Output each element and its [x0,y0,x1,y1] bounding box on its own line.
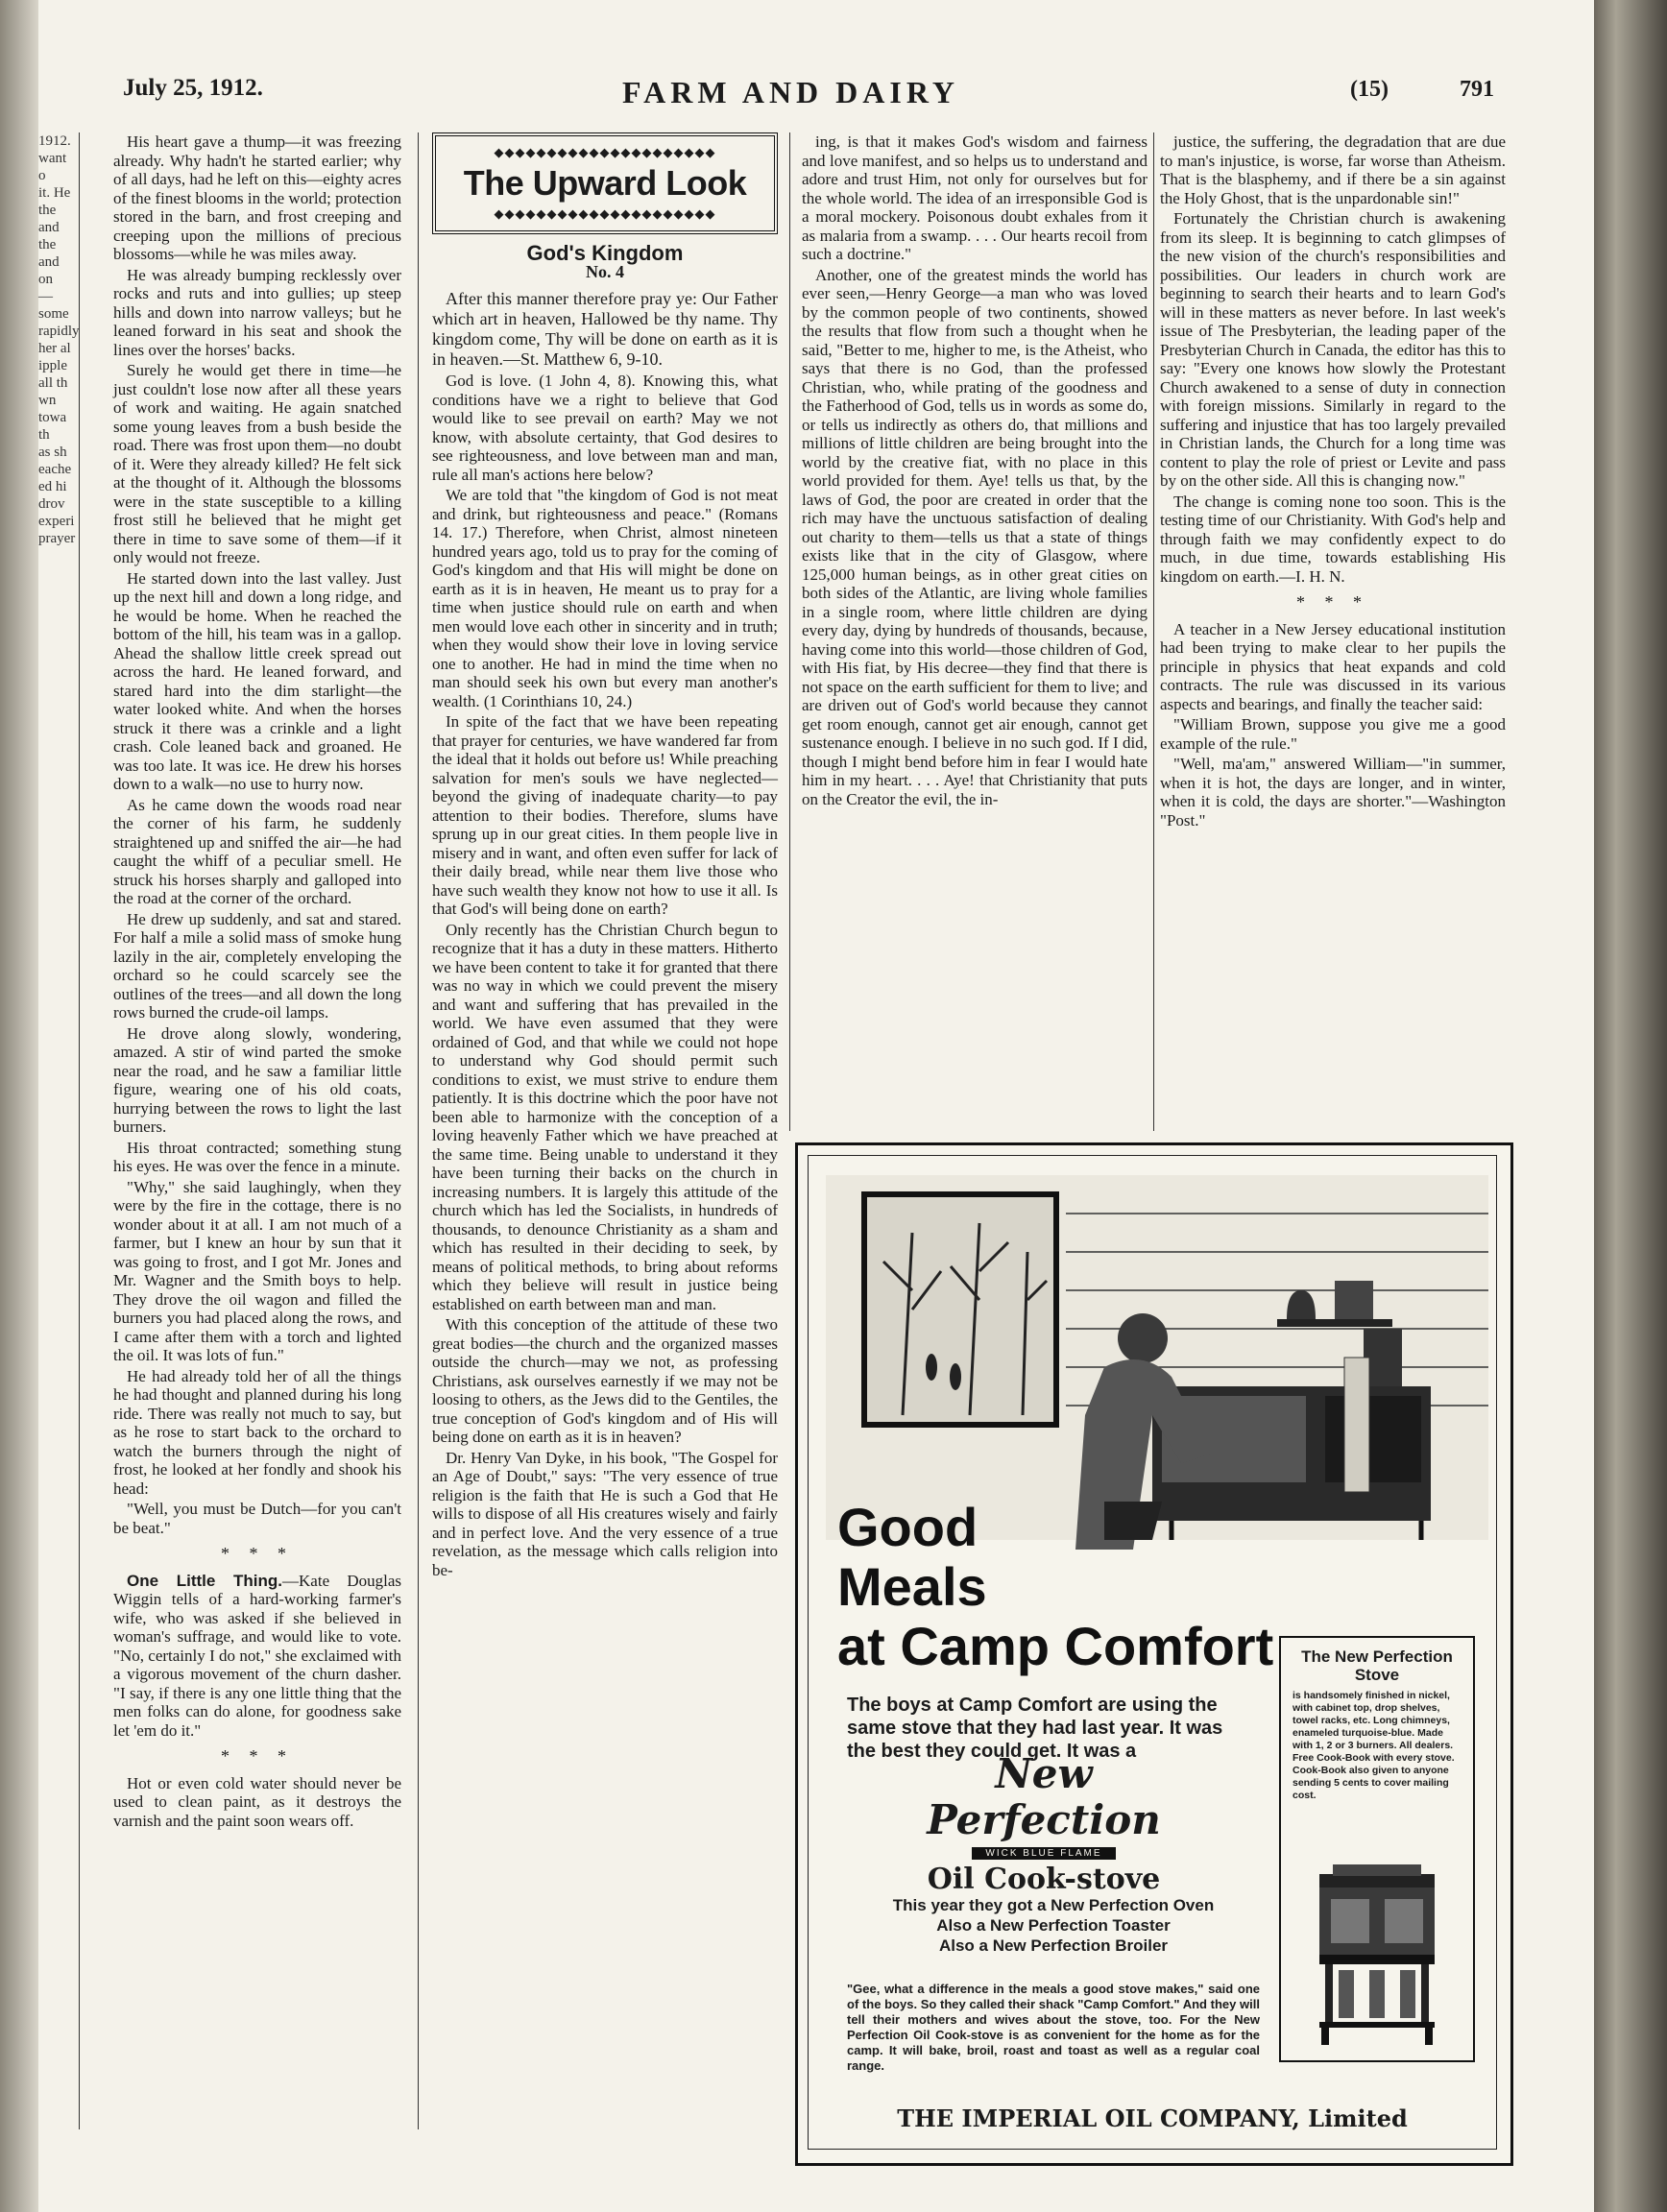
article-paragraph: Only recently has the Christian Church begun to recognize that it has a duty in these matters. Hitherto we have been content to take it for granted that there was no way in which we could prevent the misery and want and suffering that has prevailed in the world. We have even assumed that they were ordained of God, and that while we could not hope to understand why God should permit such conditions to exist, we must strive to endure them patiently. It is this doctrine which the poor have not been able to harmonize with the conception of a loving heavenly Father which we have preached at the same time. Being unable to understand it they have been turning their backs on the church in increasing numbers. It is largely this attitude of the church which has led the Socialists, in hundreds of thousands, to denounce Christianity as a sham and which has resulted in their deciding to seek, by means of political methods, to bring about reforms which they believe will result in justice being established on earth between man and man. [432,920,778,1313]
article-heading: God's Kingdom [526,241,684,265]
story-paragraph: As he came down the woods road near the corner of his farm, he suddenly straightened up and sniffed the air—he had caught the whiff of a peculiar smell. He struck his horses sharply and galloped into the road at the corner of the orchard. [113,795,401,907]
ad-headline-line: Good [837,1497,978,1557]
article-column-end [1160,132,1506,1102]
article-column-continued [802,132,1148,1088]
brand-name: New Perfection [927,1750,1161,1843]
book-binding [1594,0,1667,2212]
fragment-line: drov [38,496,65,512]
story-paragraph: He had already told her of all the things he had thought and planned during his long ride. There was really not much to say, but as he rose to start back to the orchard to watch the burners through the night of frost, he looked at her fondly and shook his head: [113,1366,401,1498]
ad-frame [808,1155,1497,2150]
ad-headline [837,1498,1273,1676]
column-rule [79,132,80,2129]
ad-testimonial: "Gee, what a difference in the meals a good stove makes," said one of the boys. So they called their shack "Camp Comfort." And they will tell their mothers and wives about the stove, too. For the New Perfection Oil Cook-stove is as convenient for the home as for the camp. It will bake, broil, roast and toast as well as a regular coal range. [847,1982,1260,2073]
article-paragraph: Another, one of the greatest minds the world has ever seen,—Henry George—a man who was loved by the common people of two continents, showed the results that flow from such a thought when he said, "Better to me, higher to me, is the Atheist, who says that there is no God, than the professed Christian, who, while prating of the goodness and the Fatherhood of God, tells us in words as some do, or tells us indirectly as others do, that millions and millions of little children are being brought into the world by the creative fiat, with no place in this world provided for them. Aye! tells us that, by the laws of God, the poor are created in order that the rich may have the unctuous satisfaction of dealing out charity to them—tells us that a state of things exists like that in the city of Glasgow, where 125,000 human beings, as in other great cities on both sides of the Atlantic, are living whole families in a single room, where little children are dying every day, dying by hundreds of thousands, because, having come into this world—those children of God, with His fiat, by His decree—they find that there is not space on the earth sufficient for them to live; and are driven out of God's world because they cannot get room enough, cannot get air enough, cannot get sustenance enough. I believe in no such god. If I did, though I might bend before him in fear I would hate him in my heart. . . . Aye! that Christianity that puts on the Creator the evil, the in- [802,265,1148,808]
item-paragraph: Hot or even cold water should never be used to clean paint, as it destroys the varnish and the paint soon wears off. [113,1773,401,1830]
item-text: —Kate Douglas Wiggin tells of a hard-working farmer's wife, who was asked if she believed in woman's suffrage, and would like to vote. "No, certainly I do not," she exclaimed with a vigorous movement of the churn dasher. "I say, if there is any one little thing that the men folks can do alone, for goodness sake let 'em do it." [113,1571,401,1740]
article-paragraph: In spite of the fact that we have been repeating that prayer for centuries, we have wandered far from the ideal that it holds out before us! While preaching salvation for men's souls we have neglected—beyond the giving of inadequate charity—to pay attention to their bodies. Therefore, slums have sprung up in our great cities. In them people live in misery and in want, and often even suffer for lack of their daily bread, while near them live those who have such wealth they know not how to use it all. Is that God's will being done on earth? [432,712,778,918]
section-title-box [432,132,778,234]
stove-advertisement [795,1142,1513,2166]
upward-look-column [432,132,778,2129]
story-paragraph: He drew up suddenly, and sat and stared. For half a mile a solid mass of smoke hung lazily in the air, completely enveloping the orchard so he could scarcely see the outlines of the trees—and all down the long rows burned the crude-oil lamps. [113,909,401,1022]
article-paragraph: Fortunately the Christian church is awakening from its sleep. It is beginning to catch glimpses of the new vision of the church's responsibilities and possibilities. Our leaders in church work are beginning to search their hearts and to learn God's will in these matters as never before. In last week's issue of The Presbyterian, the leading paper of the Presbyterian Church in Canada, the editor has this to say: "Every one knows how slowly the Protestant Church awakened to a sense of duty in connection with foreign missions. Similarly in regard to the suffering and injustice that has too largely prevailed in Christian lands, the Church for a long time was content to play the role of priest or Levite and pass by on the other side. All this is changing now." [1160,209,1506,490]
page-number: 791 [1460,77,1494,102]
fragment-line: all th [38,375,68,391]
ad-product-list [837,1895,1269,1956]
fragment-line: 1912. [38,133,71,149]
story-paragraph: His heart gave a thump—it was freezing already. Why hadn't he started earlier; why of all days, had he left on this—eighty acres of the finest blooms in the world; protection stored in the barn, and frost creeping and creeping upon the millions of precious blossoms—while he was miles away. [113,132,401,263]
fragment-line: experi [38,514,75,529]
section-separator: * * * [221,1544,294,1563]
column-rule [1153,132,1154,1131]
masthead-title: FARM AND DAIRY [622,75,959,109]
fragment-line: the [38,203,57,218]
adjacent-page-fragment [38,132,80,547]
ad-lead-text: The boys at Camp Comfort are using the same stove that they had last year. It was the best they could get. It was a [847,1695,1223,1762]
fragment-line: eache [38,462,72,477]
article-paragraph: ing, is that it makes God's wisdom and fairness and love manifest, and so helps us to understand and adore and trust Him, not only for ourselves but for the whole world. The idea of an irresponsible God is a moral mockery. Poisonous doubt exhales from it as malaria from a swamp. . . . Our hearts recoil from such a doctrine." [802,132,1148,263]
company-name: THE IMPERIAL OIL COMPANY, Limited [897,2104,1408,2132]
item-run-in-heading: One Little Thing. [127,1571,283,1590]
ad-list-item: Also a New Perfection Broiler [938,1936,1169,1955]
brand-banner: WICK BLUE FLAME [972,1847,1115,1860]
story-paragraph: His throat contracted; something stung his eyes. He was over the fence in a minute. [113,1138,401,1175]
fragment-line: th [38,427,50,443]
story-paragraph: He drove along slowly, wondering, amazed. A stir of wind parted the smoke near the road, and he saw a familiar little figure, wearing one of his old coats, hurrying between the rows to light the last burners. [113,1023,401,1136]
section-separator: * * * [221,1746,294,1766]
fragment-line: ipple [38,358,67,373]
fragment-line: ed hi [38,479,67,494]
ornament-border: ◆◆◆◆◆◆◆◆◆◆◆◆◆◆◆◆◆◆◆◆◆ [494,145,716,159]
brand-logo [895,1751,1193,1899]
article-paragraph: With this conception of the attitude of these two great bodies—the church and the organized masses outside the church—may we not, as professing Christians, ask ourselves earnestly if we may not be loosing to others, as the Jews did to the Gentiles, the true conception of God's kingdom and of His will being done on earth as it is in heaven? [432,1315,778,1446]
fragment-line: wn [38,393,57,408]
article-paragraph: The change is coming none too soon. This is the testing time of our Christianity. With God's help and through faith we may confidently expect to do much, in due time, towards establishing His kingdom on earth.—I. H. N. [1160,492,1506,586]
ad-headline-line: at Camp Comfort [837,1616,1274,1676]
fragment-line: her al [38,341,71,356]
column-rule [789,132,790,1131]
section-title: The Upward Look [463,163,747,203]
page-gutter-shadow [0,0,38,2212]
item-paragraph [113,1572,401,1741]
scripture-verse: After this manner therefore pray ye: Our Father which art in heaven, Hallowed be thy name. Thy kingdom come, Thy will be done on earth as it is in heaven.—St. Matthew 6, 9-10. [432,289,778,369]
product-name: Oil Cook-stove [927,1863,1161,1896]
article-number: No. 4 [586,261,624,281]
ornament-border: ◆◆◆◆◆◆◆◆◆◆◆◆◆◆◆◆◆◆◆◆◆ [494,206,716,221]
story-paragraph: "Well, you must be Dutch—for you can't be beat." [113,1500,401,1537]
fragment-line: —some [38,289,69,322]
camp-kitchen-illustration [826,1175,1488,1540]
ad-list-item: Also a New Perfection Toaster [936,1916,1171,1935]
story-paragraph: He started down into the last valley. Just up the next hill and down a long ridge, and he would be home. When he reached the bottom of the hill, his team was in a gallop. Ahead the shallow little creek spread out across the hard. He leaned forward, and stared hard into the dim starlight—the water looked white. And when the horses struck it there was a crinkle and a light crash. Cole leaned back and groaned. He was too late. It was ice. He drew his horses down to a walk—no use to hurry now. [113,568,401,793]
section-separator: * * * [1296,592,1369,612]
page-header [123,75,1506,123]
fragment-line: rapidly [38,324,80,339]
issue-date: July 25, 1912. [123,75,263,101]
article-paragraph: We are told that "the kingdom of God is not meat and drink, but righteousness and peace." (Romans 14. 17.) Therefore, when Christ, almost nineteen hundred years ago, told us to pray for the coming of God's kingdom and that His will might be done on earth as it is in heaven, He meant us to pray for a time when justice should rule on earth and when men would love each other in sincerity and in truth; when they would show their love in loving service one to another. He had in mind the time when no man should seek his own but every man another's wealth. (1 Corinthians 10, 24.) [432,486,778,710]
info-box-title: The New Perfection Stove [1301,1647,1453,1684]
fragment-line: and the [38,220,60,252]
story-paragraph: Surely he would get there in time—he just couldn't lose now after all these years of work and waiting. He again snatched some young leaves from a bush beside the road. There was frost upon them—no doubt of it. Were they already killed? He felt sick at the thought of it. Although the blossoms were in the state susceptible to a killing frost still he believed that he might get there in time to save some of them—if it only would not freeze. [113,361,401,566]
story-paragraph: "Why," she said laughingly, when they were by the fire in the cottage, there is no wonder about it at all. I am not much of a farmer, but I knew an hour by sun that it was going to frost, and I got Mr. Jones and Mr. Wagner and the Smith boys to help. They drove the oil wagon and filled the burners you had placed along the rows, and I came after them with a torch and lighted the oil. It was lots of fun." [113,1177,401,1364]
anecdote-paragraph: A teacher in a New Jersey educational institution had been trying to make clear to her pupils the principle in physics that heat expands and cold contracts. The rule was discussed in its various aspects and bearings, and finally the teacher said: [1160,619,1506,713]
article-paragraph: God is love. (1 John 4, 8). Knowing this, what conditions have we a right to believe that God would like to see prevail on earth? May we not know, with absolute certainty, that God desires to see righteousness, and love between man and man, rule all man's actions here below? [432,372,778,484]
stove-icon [1300,1864,1454,2047]
issue-number: (15) [1350,77,1389,102]
info-box-text: is handsomely finished in nickel, with cabinet top, drop shelves, towel racks, etc. Long chimneys, enameled turquoise-blue. Made with 1, 2 or 3 burners. All dealers. Free Cook-Book with every stove. Cook-Book also given to anyone sending 5 cents to cover mailing cost. [1293,1690,1455,1801]
anecdote-paragraph: "Well, ma'am," answered William—"in summer, when it is hot, the days are longer, and in winter, when it is cold, the days are shorter."—Washington "Post." [1160,755,1506,830]
ad-headline-line: Meals [837,1556,987,1617]
fragment-line: as sh [38,445,67,460]
story-column [113,132,401,2129]
stove-info-box [1279,1636,1475,2062]
anecdote-paragraph: "William Brown, suppose you give me a good example of the rule." [1160,715,1506,753]
article-paragraph: Dr. Henry Van Dyke, in his book, "The Gospel for an Age of Doubt," says: "The very essence of true religion is the faith that He is such a God that He wills to dispose of all His creatures wisely and fairly and in perfect love. And the very essence of a true revelation, as the message which calls religion into be- [432,1448,778,1579]
story-paragraph: He was already bumping recklessly over rocks and ruts and into gullies; up steep hills and down into narrow valleys; but he leaned forward in his seat and shook the lines over the horses' backs. [113,265,401,359]
fragment-line: it. He [38,185,71,201]
article-paragraph: justice, the suffering, the degradation that are due to man's injustice, is worse, far worse than Atheism. That is the blasphemy, and if there be a sin against the Holy Ghost, that is the unpardonable sin!" [1160,132,1506,207]
fragment-line: and on [38,254,60,287]
fragment-line: towa [38,410,67,425]
ad-list-item: This year they got a New Perfection Oven [892,1896,1215,1914]
newspaper-page [38,0,1594,2212]
fragment-line: want o [38,151,67,183]
fragment-line: prayer [38,531,76,546]
column-rule [418,132,419,2129]
